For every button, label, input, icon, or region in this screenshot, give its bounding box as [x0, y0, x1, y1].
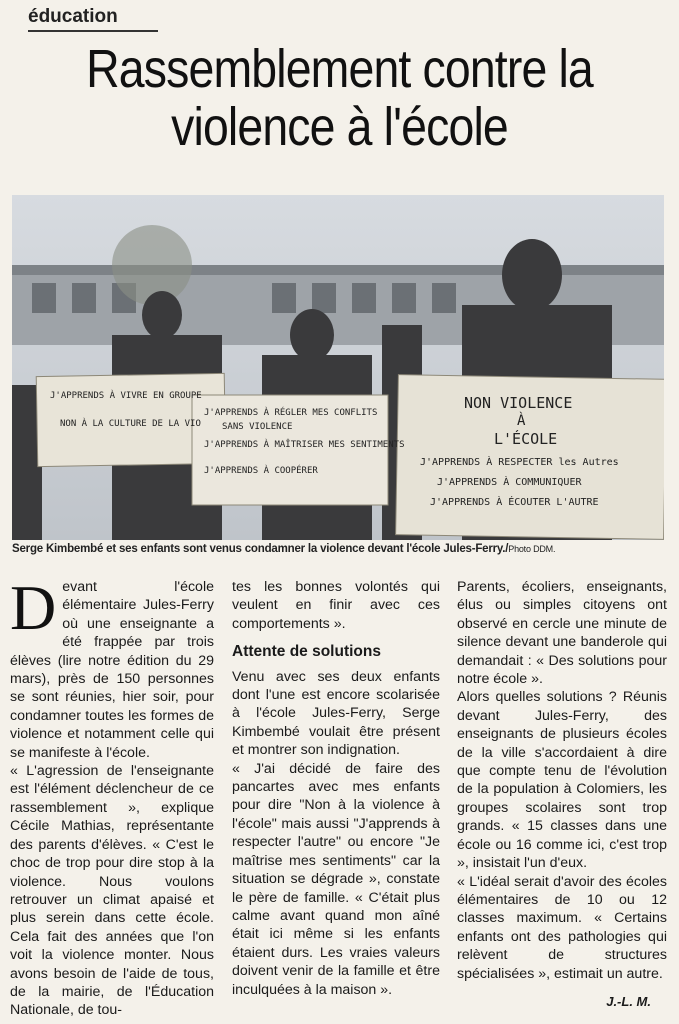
sign-left-line-1: J'APPRENDS À VIVRE EN GROUPE — [50, 391, 202, 401]
article-column-1 — [10, 572, 214, 1020]
article-photo — [12, 195, 664, 540]
caption-text: Serge Kimbembé et ses enfants sont venus condamner la violence devant l'école Jules-Ferry./ — [12, 543, 509, 555]
sign-middle-line-1: J'APPRENDS À RÉGLER MES CONFLITS — [204, 408, 378, 418]
sign-right-line-4: J'APPRENDS À RESPECTER les Autres — [420, 457, 619, 468]
sign-middle-line-2: SANS VIOLENCE — [222, 422, 293, 432]
sign-right-line-3: L'ÉCOLE — [494, 430, 558, 448]
section-label: éducation — [28, 6, 118, 27]
sign-right-line-1: NON VIOLENCE — [464, 394, 573, 412]
paragraph: « J'ai décidé de faire des pancartes avec mes enfants pour dire "Non à la violence à l'école" mais aussi "J'apprends à respecter l'autre" ou encore "Je maîtrise mes sentiments" car la situation se dégrade », constate le père de famille. « C'était plus calme avant quand mon aîné était ici même si les enfants étaient durs. Les vraies valeurs doivent venir de la famille et être inculquées à la maison ». — [232, 760, 440, 998]
sign-middle-line-4: J'APPRENDS À COOPÉRER — [204, 466, 318, 476]
article-column-2 — [232, 578, 440, 999]
author-signature: J.-L. M. — [606, 994, 651, 1009]
lead-text: evant l'école élémentaire Jules-Ferry où une enseignante a été frappée par trois élèves (lire notre édition du 29 mars), près de 150 personnes se sont réunies, hier soir, pour condamner toutes les formes de violence et notamment celle qui se manifeste à l'école. — [10, 579, 214, 761]
subheading: Attente de solutions — [232, 643, 381, 661]
photo-caption — [12, 543, 664, 555]
article-column-3 — [457, 578, 667, 983]
sign-right-line-6: J'APPRENDS À ÉCOUTER L'AUTRE — [430, 497, 599, 508]
headline: Rassemblement contre la violence à l'école — [86, 39, 593, 157]
paragraph: « L'agression de l'enseignante est l'élément déclencheur de ce rassemblement », explique Cécile Mathias, représentante des parents d'élèves. « C'est le choc de trop pour dire stop à la violence. Nous voulons retrouver un climat apaisé et plus serein dans cette école. Cela fait des années que l'on voit la violence monter. Nous avons besoin de l'aide de tous, de la mairie, de l'Éducation Nationale, de tou- — [10, 763, 214, 1019]
sign-middle-line-3: J'APPRENDS À MAÎTRISER MES SENTIMENTS — [204, 440, 405, 450]
sign-right-line-2: À — [517, 413, 526, 429]
paragraph: tes les bonnes volontés qui veulent en finir avec ces comportements ». — [232, 579, 440, 632]
paragraph: Venu avec ses deux enfants dont l'une est encore scolarisée à l'école Jules-Ferry, Serge Kimbembé voulait être présent et montrer son indignation. — [232, 668, 440, 759]
paragraph: Alors quelles solutions ? Réunis devant Jules-Ferry, des enseignants de plusieurs écoles de la ville s'accordaient à dire que compte tenu de l'évolution de la population à Colomiers, les groupes scolaires sont trop grands. « 15 classes dans une école ou 16 comme ici, c'est trop », insistait l'un d'eux. — [457, 689, 667, 872]
paragraph: Parents, écoliers, enseignants, élus ou simples citoyens ont observé en cercle une minute de silence devant une banderole qui demandait : « Des solutions pour notre école ». — [457, 579, 667, 688]
sign-left-line-2: NON À LA CULTURE DE LA VIO — [60, 419, 201, 429]
section-rule — [28, 30, 158, 32]
sign-right-line-5: J'APPRENDS À COMMUNIQUER — [437, 477, 582, 488]
paragraph: « L'idéal serait d'avoir des écoles élémentaires de 10 ou 12 classes maximum. « Certains enfants ont des pathologies qui relèvent de structures spécialisées », estimait un autre. — [457, 873, 667, 982]
drop-cap: D — [10, 572, 57, 643]
lead-paragraph — [10, 572, 214, 762]
photo-credit: Photo DDM. — [508, 544, 556, 554]
